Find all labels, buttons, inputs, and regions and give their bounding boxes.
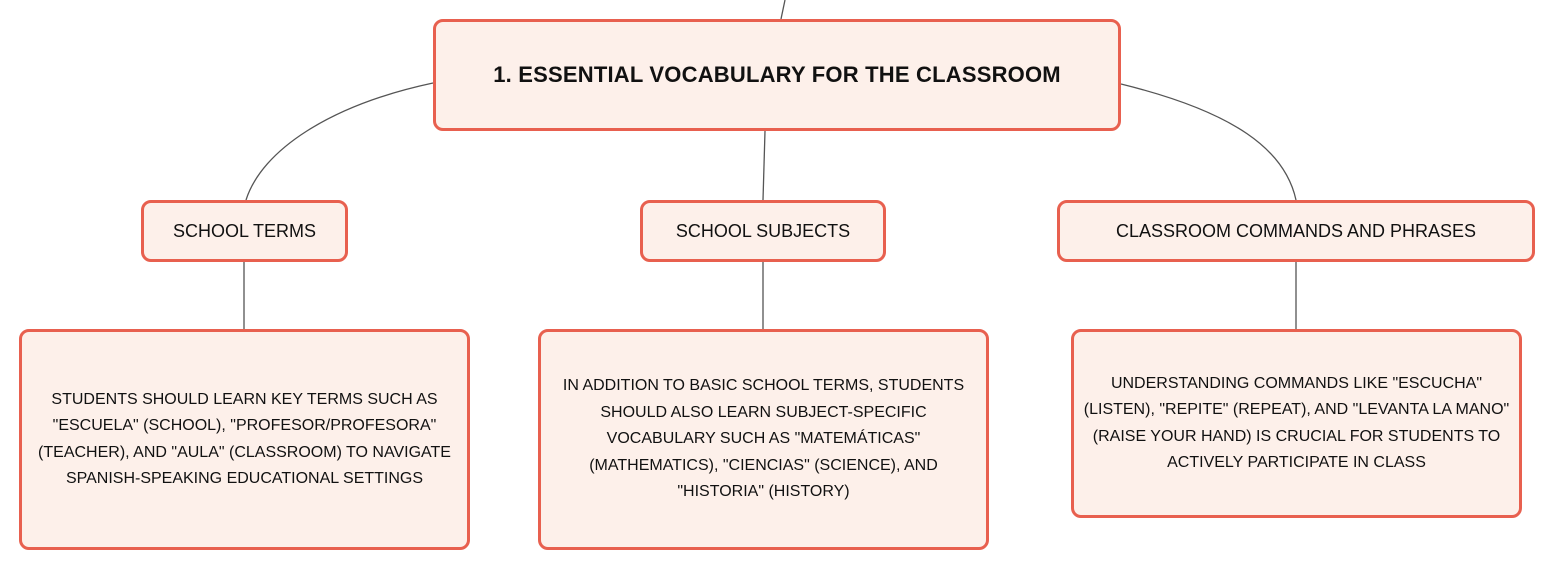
subtopic-school-subjects-text: IN ADDITION TO BASIC SCHOOL TERMS, STUDENTS SHOULD ALSO LEARN SUBJECT-SPECIFIC VOCABULARY SUCH AS "MATEMÁTICAS" (MATHEMATICS), "CIENCIAS" (SCIENCE), AND "HISTORIA" (HISTORY) (562, 377, 965, 501)
connector-root-to-school-subjects (763, 131, 765, 200)
connector-parent-to-root (781, 0, 785, 19)
root-topic-node[interactable] (433, 19, 1121, 131)
subtopic-school-subjects-detail[interactable] (538, 329, 989, 550)
connector-root-to-classroom-commands (1121, 84, 1296, 200)
topic-school-subjects-label: SCHOOL SUBJECTS (675, 220, 851, 241)
subtopic-classroom-commands-detail[interactable] (1071, 329, 1522, 518)
subtopic-school-terms-detail[interactable] (19, 329, 470, 550)
topic-classroom-commands-label: CLASSROOM COMMANDS AND PHRASES (1115, 220, 1477, 241)
root-topic-title: 1. ESSENTIAL VOCABULARY FOR THE CLASSROOM (493, 62, 1061, 87)
connector-root-to-school-terms (246, 83, 433, 200)
topic-school-terms[interactable] (141, 200, 348, 262)
topic-school-terms-label: SCHOOL TERMS (172, 220, 317, 241)
topic-classroom-commands[interactable] (1057, 200, 1535, 262)
subtopic-school-terms-text: STUDENTS SHOULD LEARN KEY TERMS SUCH AS "ESCUELA" (SCHOOL), "PROFESOR/PROFESORA" (TEACHER), AND "AULA" (CLASSROOM) TO NAVIGATE SPANISH-SPEAKING EDUCATIONAL SETTINGS (38, 390, 451, 487)
topic-school-subjects[interactable] (640, 200, 886, 262)
subtopic-classroom-commands-text: UNDERSTANDING COMMANDS LIKE "ESCUCHA" (LISTEN), "REPITE" (REPEAT), AND "LEVANTA LA MANO" (RAISE YOUR HAND) IS CRUCIAL FOR STUDENTS TO ACTIVELY PARTICIPATE IN CLASS (1083, 374, 1510, 471)
